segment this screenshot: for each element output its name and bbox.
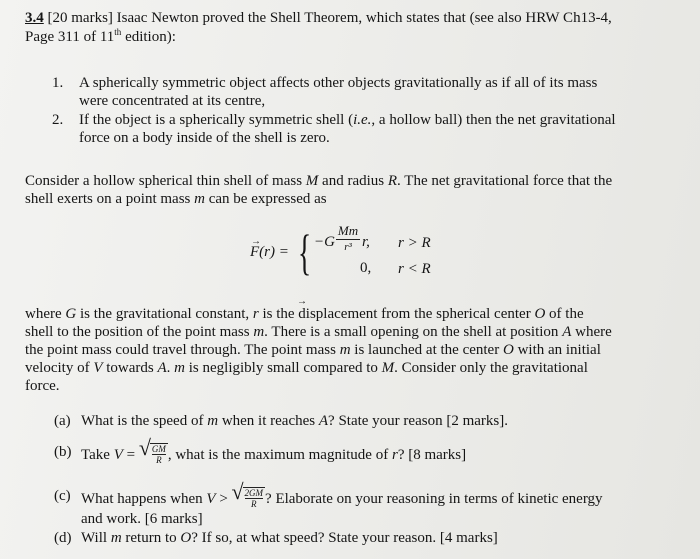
var-m: m <box>207 413 219 429</box>
question-heading-line2 <box>25 28 176 46</box>
sqrt-2gm-over-r <box>231 479 266 512</box>
where-text-3c: with an initial <box>513 342 601 358</box>
question-heading-rest: [20 marks] Isaac Newton proved the Shell Theorem, which states that (see also HRW Ch13-4, <box>43 10 612 26</box>
var-m: m <box>253 324 265 340</box>
part-b-text-3: ? [8 marks] <box>397 446 467 463</box>
where-text-4b: towards <box>102 360 158 376</box>
vector-arrow-icon: → <box>297 296 307 307</box>
part-c-greater: > <box>215 490 228 507</box>
part-a-text-3: ? State your reason [2 marks]. <box>328 413 508 429</box>
formula-condition-1: r > R <box>398 235 431 251</box>
part-c-text-1: What happens when <box>81 490 207 507</box>
part-a-text-2: when it reaches <box>218 413 319 429</box>
part-a-text <box>81 412 508 430</box>
var-A: A <box>318 413 329 429</box>
var-m: m <box>194 191 205 207</box>
where-line4 <box>25 359 588 377</box>
theorem-item-2-line1 <box>79 111 616 129</box>
sqrt-radical-icon: √ <box>231 479 244 504</box>
curly-brace-icon: { <box>298 224 312 280</box>
sqrt-radical-icon: √ <box>138 435 151 460</box>
part-c-label: (c) <box>54 488 71 504</box>
formula-rvec: r, <box>362 234 370 250</box>
formula-condition-2: r < R <box>398 261 431 277</box>
fraction-denominator: r³ <box>344 241 352 253</box>
part-b-text-2: , what is the maximum magnitude of <box>167 446 392 463</box>
heading-page-text: Page 311 of 11 <box>25 29 115 45</box>
part-a-text-1: What is the speed of <box>81 413 208 429</box>
var-m: m <box>174 360 186 376</box>
var-V: V <box>206 490 216 507</box>
question-heading <box>25 9 612 27</box>
where-text-3b: is launched at the center <box>350 342 503 358</box>
var-O: O <box>534 306 546 322</box>
theorem-item-2-line2: force on a body inside of the shell is zero. <box>79 130 330 146</box>
consider-text-c: . The net gravitational force that the <box>397 173 613 189</box>
part-b-equals: = <box>122 446 136 463</box>
var-O: O <box>180 530 192 546</box>
var-r-vector: r <box>391 446 398 463</box>
var-m: m <box>339 342 351 358</box>
theorem-item-1-number: 1. <box>52 75 64 91</box>
var-m: m <box>110 530 122 546</box>
part-b-text-1: Take <box>81 446 114 463</box>
vector-arrow-icon: → <box>251 236 261 247</box>
where-line3 <box>25 341 601 359</box>
where-line5: force. <box>25 378 60 394</box>
consider-line1 <box>25 172 612 190</box>
where-text-2a: shell to the position of the point mass <box>25 324 254 340</box>
where-text-4e: . Consider only the gravitational <box>394 360 588 376</box>
sqrt-numerator: 2GM <box>244 488 264 498</box>
part-a-label: (a) <box>54 413 71 429</box>
where-text-1d: of the <box>545 306 584 322</box>
consider-text-d: shell exerts on a point mass <box>25 191 195 207</box>
where-text-1a: where <box>25 306 66 322</box>
part-d-label: (d) <box>54 530 72 546</box>
where-text-1b: is the gravitational constant, <box>76 306 253 322</box>
part-b-text <box>81 435 467 468</box>
sqrt-gm-over-r <box>138 435 168 468</box>
part-d-text-3: ? If so, at what speed? State your reason. [4 marks] <box>191 530 498 546</box>
part-b-label: (b) <box>54 444 72 460</box>
theorem-2-text-a: If the object is a spherically symmetric shell ( <box>79 112 354 128</box>
part-c-text <box>81 479 603 512</box>
where-text-4a: velocity of <box>25 360 94 376</box>
var-M: M <box>305 173 319 189</box>
var-A: A <box>157 360 167 376</box>
question-number: 3.4 <box>25 10 44 26</box>
where-line1 <box>25 305 584 323</box>
sqrt-numerator: GM <box>151 444 166 454</box>
part-c-line2: and work. [6 marks] <box>81 511 203 527</box>
var-O: O <box>502 342 514 358</box>
consider-text-a: Consider a hollow spherical thin shell of mass <box>25 173 306 189</box>
part-d-text <box>81 529 498 547</box>
part-d-text-2: return to <box>121 530 181 546</box>
theorem-item-1-line1: A spherically symmetric object affects other objects gravitationally as if all of its mass <box>79 75 598 91</box>
formula-lhs: F(r) = <box>250 244 289 260</box>
fraction-bar <box>336 239 360 240</box>
theorem-2-ie: i.e. <box>353 112 372 128</box>
where-text-4d: is negligibly small compared to <box>185 360 382 376</box>
var-V: V <box>93 360 103 376</box>
where-text-4c: . <box>166 360 175 376</box>
theorem-item-1-line2: were concentrated at its centre, <box>79 93 266 109</box>
theorem-2-text-b: , a hollow ball) then the net gravitational <box>371 112 616 128</box>
formula-fraction <box>336 224 360 253</box>
var-r-vector: r <box>252 306 259 322</box>
where-line2 <box>25 323 612 341</box>
sqrt-fraction <box>243 487 266 509</box>
where-text-3a: the point mass could travel through. The point mass <box>25 342 340 358</box>
var-M: M <box>381 360 395 376</box>
sqrt-denominator: R <box>245 498 264 509</box>
formula-neg-g: −G <box>314 234 335 250</box>
where-text-2b: . There is a small opening on the shell at position <box>264 324 563 340</box>
var-R: R <box>387 173 398 189</box>
heading-edition-text: edition): <box>121 29 176 45</box>
theorem-item-2-number: 2. <box>52 112 64 128</box>
consider-text-b: and radius <box>318 173 388 189</box>
part-c-text-2: ? Elaborate on your reasoning in terms of kinetic energy <box>265 490 603 507</box>
where-text-2c: where <box>571 324 612 340</box>
sqrt-denominator: R <box>152 454 166 465</box>
consider-line2 <box>25 190 327 208</box>
var-V: V <box>113 446 123 463</box>
fraction-numerator: Mm <box>337 223 359 238</box>
force-formula <box>250 222 480 286</box>
where-text-1c: is the displacement from the spherical center <box>258 306 535 322</box>
formula-zero: 0, <box>360 260 372 276</box>
var-G: G <box>65 306 77 322</box>
sqrt-fraction <box>150 443 168 465</box>
consider-text-e: can be expressed as <box>204 191 327 207</box>
heading-superscript: th <box>114 27 122 37</box>
var-A: A <box>562 324 572 340</box>
part-d-text-1: Will <box>81 530 111 546</box>
